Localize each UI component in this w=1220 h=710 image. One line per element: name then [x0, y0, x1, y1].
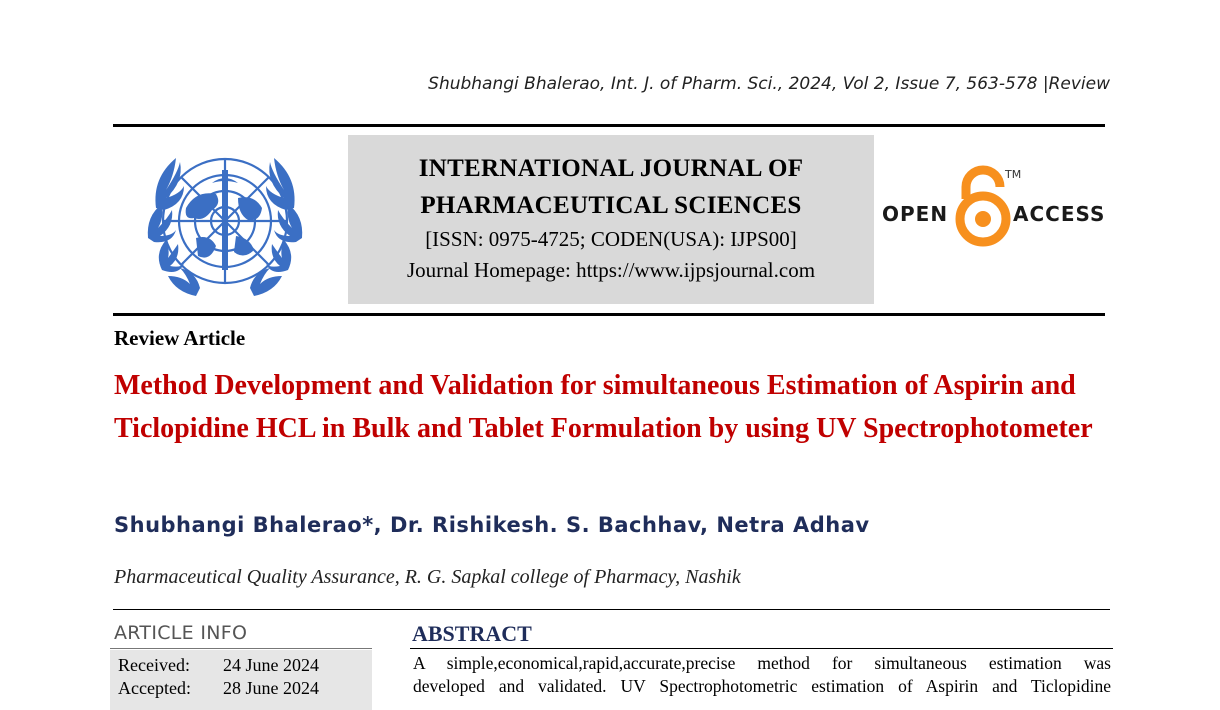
article-affiliation: Pharmaceutical Quality Assurance, R. G. Sapkal college of Pharmacy, Nashik	[114, 566, 741, 588]
abstract-line-2: developed and validated. UV Spectrophotometric estimation of Aspirin and Ticlopidine	[413, 676, 1111, 696]
accepted-row	[118, 678, 319, 699]
section-divider	[113, 609, 1110, 610]
journal-masthead	[348, 135, 874, 304]
abstract-underline	[410, 648, 1113, 649]
article-authors: Shubhangi Bhalerao*, Dr. Rishikesh. S. Bachhav, Netra Adhav	[114, 513, 870, 537]
header-bottom-rule	[113, 313, 1105, 316]
abstract-line-1: A simple,economical,rapid,accurate,precise method for simultaneous estimation was	[413, 653, 1111, 673]
accepted-label: Accepted:	[118, 678, 191, 698]
abstract-heading: ABSTRACT	[412, 621, 532, 646]
running-head: Shubhangi Bhalerao, Int. J. of Pharm. Sci., 2024, Vol 2, Issue 7, 563-578 |Review	[428, 74, 1110, 94]
received-row	[118, 655, 319, 676]
journal-title-line1: INTERNATIONAL JOURNAL OF	[418, 155, 804, 182]
header-top-rule	[113, 124, 1105, 127]
article-type: Review Article	[114, 326, 246, 350]
journal-title	[348, 150, 874, 224]
open-access-access-label: ACCESS	[1013, 202, 1106, 226]
accepted-value: 28 June 2024	[223, 678, 319, 698]
journal-homepage[interactable]: Journal Homepage: https://www.ijpsjournal.com	[406, 258, 816, 282]
received-label: Received:	[118, 655, 190, 675]
journal-title-line2: PHARMACEUTICAL SCIENCES	[420, 192, 802, 219]
article-info-underline	[110, 648, 372, 649]
un-emblem-icon	[126, 138, 324, 306]
abstract-text	[413, 652, 1111, 698]
article-info-heading: ARTICLE INFO	[114, 622, 248, 644]
received-value: 24 June 2024	[223, 655, 319, 675]
journal-issn: [ISSN: 0975-4725; CODEN(USA): IJPS00]	[425, 227, 797, 251]
article-title: Method Development and Validation for simultaneous Estimation of Aspirin and Ticlopidine HCL in Bulk and Tablet Formulation by using UV Spectrophotometer	[114, 370, 1093, 444]
open-access-trademark: TM	[1005, 168, 1022, 181]
open-access-open-label: OPEN	[882, 202, 949, 226]
